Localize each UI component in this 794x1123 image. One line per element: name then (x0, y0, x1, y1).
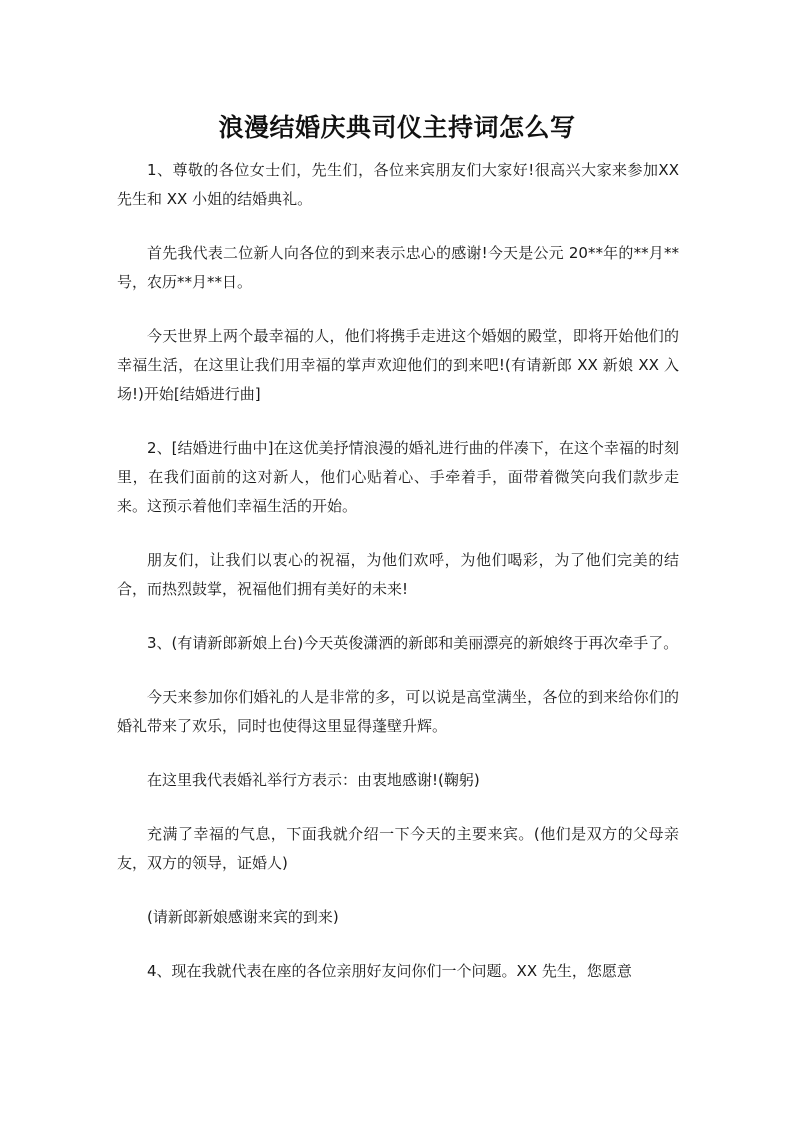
paragraph-8: 在这里我代表婚礼举行方表示：由衷地感谢!(鞠躬) (147, 771, 480, 789)
paragraph-9: 充满了幸福的气息，下面我就介绍一下今天的主要来宾。(他们是双方的父母亲友，双方的领导，证婚人) (117, 825, 679, 872)
paragraph-1: 1、尊敬的各位女士们，先生们，各位来宾朋友们大家好!很高兴大家来参加XX 先生和 XX 小姐的结婚典礼。 (117, 161, 679, 208)
document-body (117, 156, 679, 1011)
paragraph-10: (请新郎新娘感谢来宾的到来) (147, 908, 339, 926)
document-title: 浪漫结婚庆典司仪主持词怎么写 (218, 113, 576, 142)
paragraph-5: 朋友们，让我们以衷心的祝福，为他们欢呼，为他们喝彩，为了他们完美的结合，而热烈鼓掌，祝福他们拥有美好的未来! (117, 551, 679, 598)
paragraph-7: 今天来参加你们婚礼的人是非常的多，可以说是高堂满坐，各位的到来给你们的婚礼带来了欢乐，同时也使得这里显得蓬壁升辉。 (117, 688, 679, 735)
paragraph-11: 4、现在我就代表在座的各位亲朋好友问你们一个问题。XX 先生，您愿意 (147, 962, 632, 980)
paragraph-3: 今天世界上两个最幸福的人，他们将携手走进这个婚姻的殿堂，即将开始他们的幸福生活，在这里让我们用幸福的掌声欢迎他们的到来吧!(有请新郎 XX 新娘 XX 入场!)开始[结婚进行曲] (117, 327, 679, 403)
paragraph-2: 首先我代表二位新人向各位的到来表示忠心的感谢!今天是公元 20**年的**月**号，农历**月**日。 (117, 244, 679, 291)
paragraph-4: 2、[结婚进行曲中]在这优美抒情浪漫的婚礼进行曲的伴凑下，在这个幸福的时刻里，在我们面前的这对新人，他们心贴着心、手牵着手，面带着微笑向我们款步走来。这预示着他们幸福生活的开始。 (117, 439, 679, 515)
paragraph-6: 3、(有请新郎新娘上台)今天英俊潇洒的新郎和美丽漂亮的新娘终于再次牵手了。 (147, 634, 679, 652)
